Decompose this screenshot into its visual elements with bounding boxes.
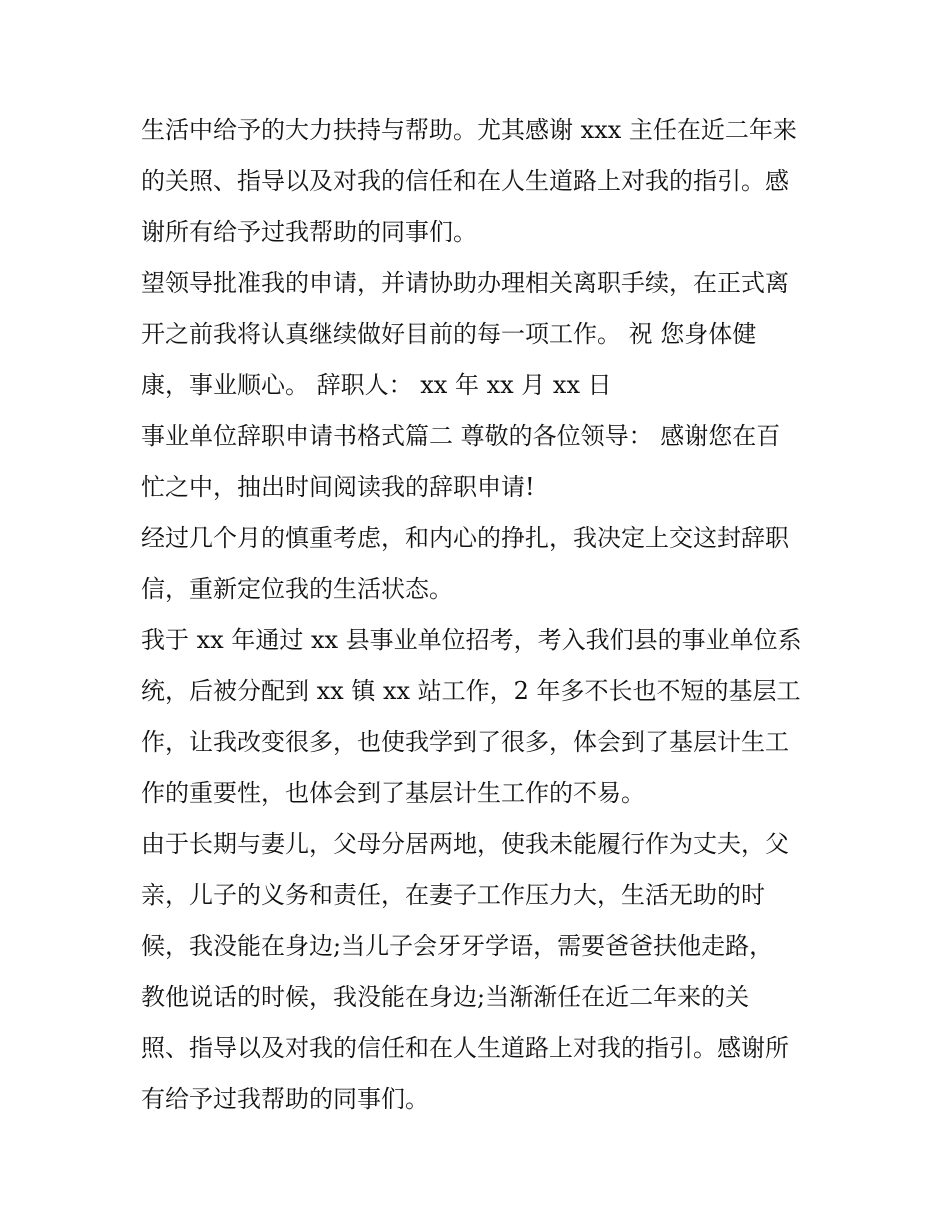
text-line: 的关照、指导以及对我的信任和在人生道路上对我的指引。感 [141,167,789,195]
text-line: 作，让我改变很多，也使我学到了很多，体会到了基层计生工 [141,728,789,756]
text-line: 有给予过我帮助的同事们。 [141,1085,429,1113]
text-line: 照、指导以及对我的信任和在人生道路上对我的指引。感谢所 [141,1034,789,1062]
text-line: 教他说话的时候，我没能在身边;当渐渐任在近二年来的关 [141,983,750,1011]
text-line: 亲，儿子的义务和责任，在妻子工作压力大，生活无助的时 [141,881,765,909]
text-line: 候，我没能在身边;当儿子会牙牙学语，需要爸爸扶他走路， [141,932,774,960]
text-line: 信，重新定位我的生活状态。 [141,575,453,603]
text-line: 经过几个月的慎重考虑，和内心的挣扎，我决定上交这封辞职 [141,524,789,552]
text-line: 忙之中，抽出时间阅读我的辞职申请! [141,473,535,501]
text-line: 生活中给予的大力扶持与帮助。尤其感谢 xxx 主任在近二年来 [141,116,797,144]
text-line: 望领导批准我的申请，并请协助办理相关离职手续，在正式离 [141,269,789,297]
text-line: 作的重要性，也体会到了基层计生工作的不易。 [141,779,645,807]
text-line: 谢所有给予过我帮助的同事们。 [141,218,477,246]
text-line: 由于长期与妻儿，父母分居两地，使我未能履行作为丈夫，父 [141,830,789,858]
text-line: 统，后被分配到 xx 镇 xx 站工作，2 年多不长也不短的基层工 [141,677,801,705]
text-line: 事业单位辞职申请书格式篇二 尊敬的各位领导： 感谢您在百 [141,422,781,450]
text-line: 康，事业顺心。 辞职人： xx 年 xx 月 xx 日 [141,371,612,399]
text-line: 我于 xx 年通过 xx 县事业单位招考，考入我们县的事业单位系 [141,626,802,654]
text-line: 开之前我将认真继续做好目前的每一项工作。 祝 您身体健 [141,320,757,348]
